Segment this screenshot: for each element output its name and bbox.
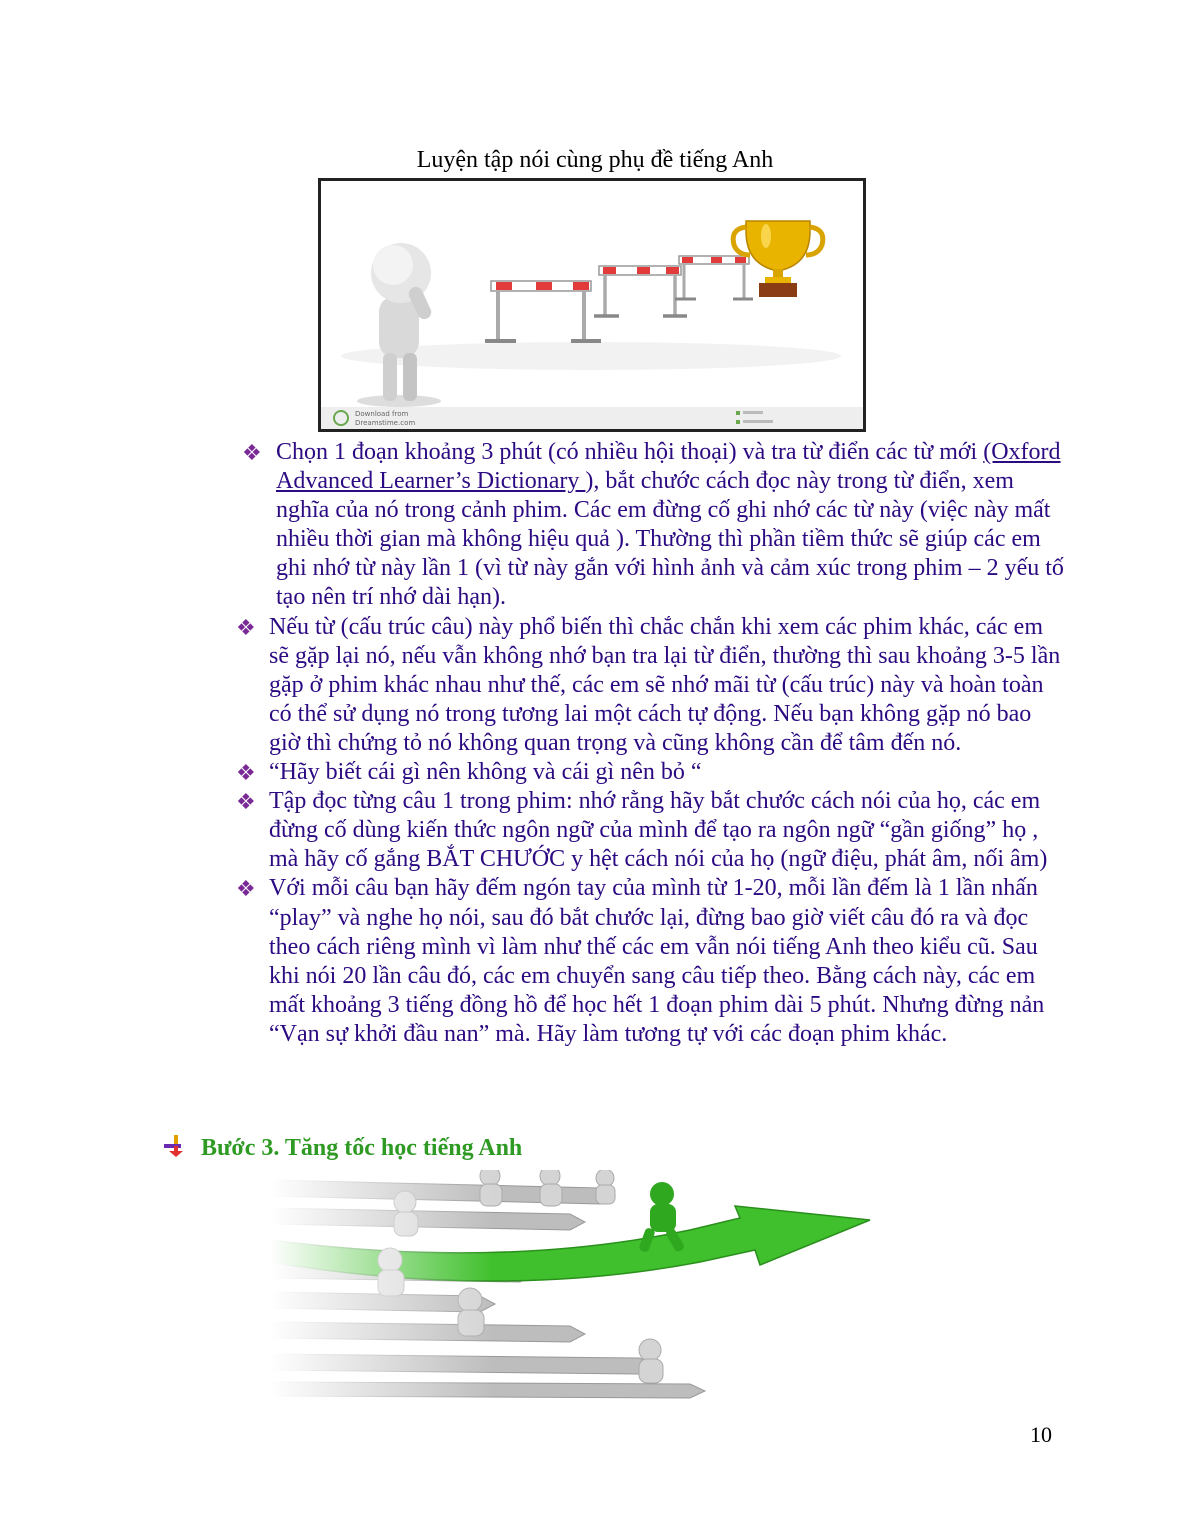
hurdle-2 bbox=[594, 266, 687, 316]
diamond-bullet-icon: ❖ bbox=[236, 789, 256, 815]
racing-arrows-illustration bbox=[270, 1170, 910, 1402]
list-item-text: Nếu từ (cấu trúc câu) này phổ biến thì chắc chắn khi xem các phim khác, các em sẽ gặp lại nó, nếu vẫn không nhớ bạn tra lại từ điển, thường thì sau khoảng 3-5 lần gặp ở phim khác nhau như thế, các em sẽ nhớ mãi từ (cấu trúc) này và hoàn toàn có thể sử dụng nó trong tương lai một cách tự động. Nếu bạn không gặp nó bao giờ thì chứng tỏ nó không quan trọng và cũng không cần để tâm đến nó. bbox=[269, 613, 1061, 756]
list-item bbox=[236, 758, 1066, 787]
list-item-text: Chọn 1 đoạn khoảng 3 phút (có nhiều hội thoại) và tra từ điển các từ mới bbox=[276, 439, 984, 465]
list-item bbox=[236, 613, 1066, 758]
section-heading-text: Bước 3. Tăng tốc học tiếng Anh bbox=[201, 1135, 523, 1161]
list-item bbox=[236, 787, 1066, 874]
hurdle-3 bbox=[675, 256, 753, 299]
section-heading bbox=[163, 1133, 522, 1163]
list-item bbox=[236, 438, 1066, 613]
page-number: 10 bbox=[1030, 1422, 1052, 1447]
list-item-text: “Hãy biết cái gì nên không và cái gì nên bỏ “ bbox=[269, 759, 702, 786]
list-item bbox=[236, 874, 1066, 1049]
list-item-text: Với mỗi câu bạn hãy đếm ngón tay của mình từ 1-20, mỗi lần đếm là 1 lần nhấn “play” và nghe họ nói, sau đó bắt chước lại, đừng bao giờ viết câu đó ra và đọc theo cách riêng mình vì làm như thế các em vẫn nói tiếng Anh theo kiểu cũ. Sau khi nói 20 lần câu đó, các em chuyển sang câu tiếp theo. Bằng cách này, các em mất khoảng 3 tiếng đồng hồ để học hết 1 đoạn phim dài 5 phút. Nhưng đừng nản “Vạn sự khởi đầu nan” mà. Hãy làm tương tự với các đoạn phim khác. bbox=[269, 875, 1045, 1047]
instruction-list bbox=[236, 438, 1066, 1049]
list-item-text: ), bắt chước cách đọc này trong từ điển, xem nghĩa của nó trong cảnh phim. Các em đừng cố ghi nhớ các từ này (việc này mất nhiều thời gian mà không hiệu quả ). Thường thì phần tiềm thức sẽ giúp các em ghi nhớ từ này lần 1 (vì từ này gắn với hình ảnh và cảm xúc trong phim – 2 yếu tố tạo nên trí nhớ dài hạn). bbox=[276, 468, 1064, 611]
diamond-bullet-icon: ❖ bbox=[236, 614, 256, 640]
arrow-bullet-icon bbox=[163, 1134, 189, 1158]
watermark-line-2: Dreamstime.com bbox=[355, 419, 416, 427]
hurdle-1 bbox=[485, 281, 601, 341]
hurdles-trophy-illustration bbox=[318, 178, 866, 432]
dictionary-link[interactable]: (Oxford Advanced Learner’s Dictionary bbox=[276, 439, 1061, 495]
diamond-bullet-icon: ❖ bbox=[236, 760, 256, 786]
thinking-person-figure bbox=[357, 243, 441, 407]
diamond-bullet-icon: ❖ bbox=[236, 876, 256, 902]
list-item-text: Tập đọc từng câu 1 trong phim: nhớ rằng hãy bắt chước cách nói của họ, các em đừng cố dùng kiến thức ngôn ngữ của mình để tạo ra ngôn ngữ “gần giống” họ , mà hãy cố gắng BẮT CHƯỚC y hệt cách nói của họ (ngữ điệu, phát âm, nối âm) bbox=[269, 788, 1048, 873]
figure-caption: Luyện tập nói cùng phụ đề tiếng Anh bbox=[416, 147, 774, 173]
watermark-line-1: Download from bbox=[355, 410, 409, 418]
diamond-bullet-icon: ❖ bbox=[242, 440, 262, 465]
